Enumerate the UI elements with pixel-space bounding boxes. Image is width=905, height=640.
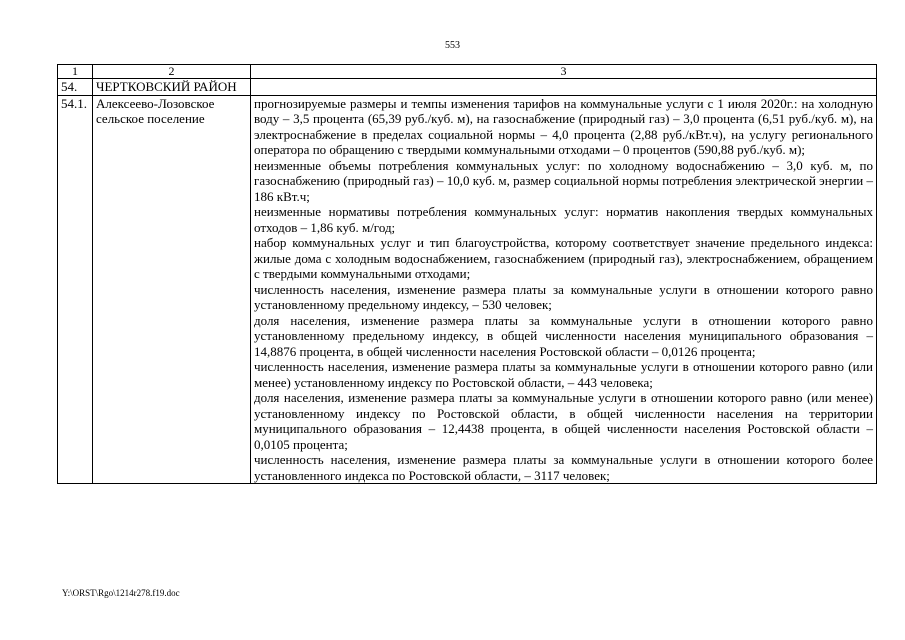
settlement-number: 54.1. (58, 95, 93, 484)
header-col-2: 2 (93, 65, 251, 79)
population-above-index-paragraph: численность населения, изменение размера платы за коммунальные услуги в отношении которого более установленного индекса по Ростовской области, – 3117 человек; (254, 452, 873, 483)
settlement-row (58, 95, 877, 484)
header-col-3: 3 (251, 65, 877, 79)
document-path-footer: Y:\ORST\Rgo\1214r278.f19.doc (62, 588, 180, 598)
district-name: ЧЕРТКОВСКИЙ РАЙОН (93, 79, 251, 96)
population-regional-index-paragraph: численность населения, изменение размера платы за коммунальные услуги в отношении которого равно (или менее) установленному индексу по Ростовской области, – 443 человека; (254, 359, 873, 390)
tariff-forecast-paragraph: прогнозируемые размеры и темпы изменения тарифов на коммунальные услуги с 1 июля 2020г.: на холодную воду – 3,5 процента (65,39 руб./куб. м), на газоснабжение (природный газ) – 3,0 процента (6,51 руб./куб. м), на электроснабжение в пределах социальной нормы – 4,0 процента (2,88 руб./кВт.ч), на услугу регионального оператора по обращению с твердыми коммунальными отходами – 0 процентов (590,88 руб./куб. м); (254, 95, 873, 157)
header-col-1: 1 (58, 65, 93, 79)
settlement-name: Алексеево-Лозовское сельское поселение (93, 95, 251, 484)
district-text (251, 79, 877, 96)
settlement-details (251, 95, 877, 484)
population-equal-index-paragraph: численность населения, изменение размера платы за коммунальные услуги в отношении которого равно установленному предельному индексу, – 530 человек; (254, 281, 873, 312)
table-header-row (58, 65, 877, 79)
page-number: 553 (445, 40, 460, 51)
share-equal-index-paragraph: доля населения, изменение размера платы за коммунальные услуги в отношении которого равно установленному предельному индексу, в общей численности населения муниципального образования – 14,8876 процента, в общей численности населения Ростовской области – 0,0126 процента; (254, 312, 873, 359)
district-number: 54. (58, 79, 93, 96)
consumption-volumes-paragraph: неизменные объемы потребления коммунальных услуг: по холодному водоснабжению – 3,0 куб. м, по газоснабжению (природный газ) – 10,0 куб. м, размер социальной нормы потребления электрической энергии – 186 кВт.ч; (254, 157, 873, 204)
share-regional-index-paragraph: доля населения, изменение размера платы за коммунальные услуги в отношении которого равно (или менее) установленному индексу по Ростовской области, в общей численности населения на территории муниципального образования – 12,4438 процента, в общей численности населения Ростовской области – 0,0105 процента; (254, 390, 873, 452)
services-set-paragraph: набор коммунальных услуг и тип благоустройства, которому соответствует значение предельного индекса: жилые дома с холодным водоснабжением, газоснабжением (природный газ), электроснабжением, обращением с твердыми коммунальными отходами; (254, 235, 873, 281)
tariff-table (57, 64, 877, 484)
district-row (58, 79, 877, 96)
consumption-norms-paragraph: неизменные нормативы потребления коммунальных услуг: норматив накопления твердых коммунальных отходов – 1,86 куб. м/год; (254, 204, 873, 235)
